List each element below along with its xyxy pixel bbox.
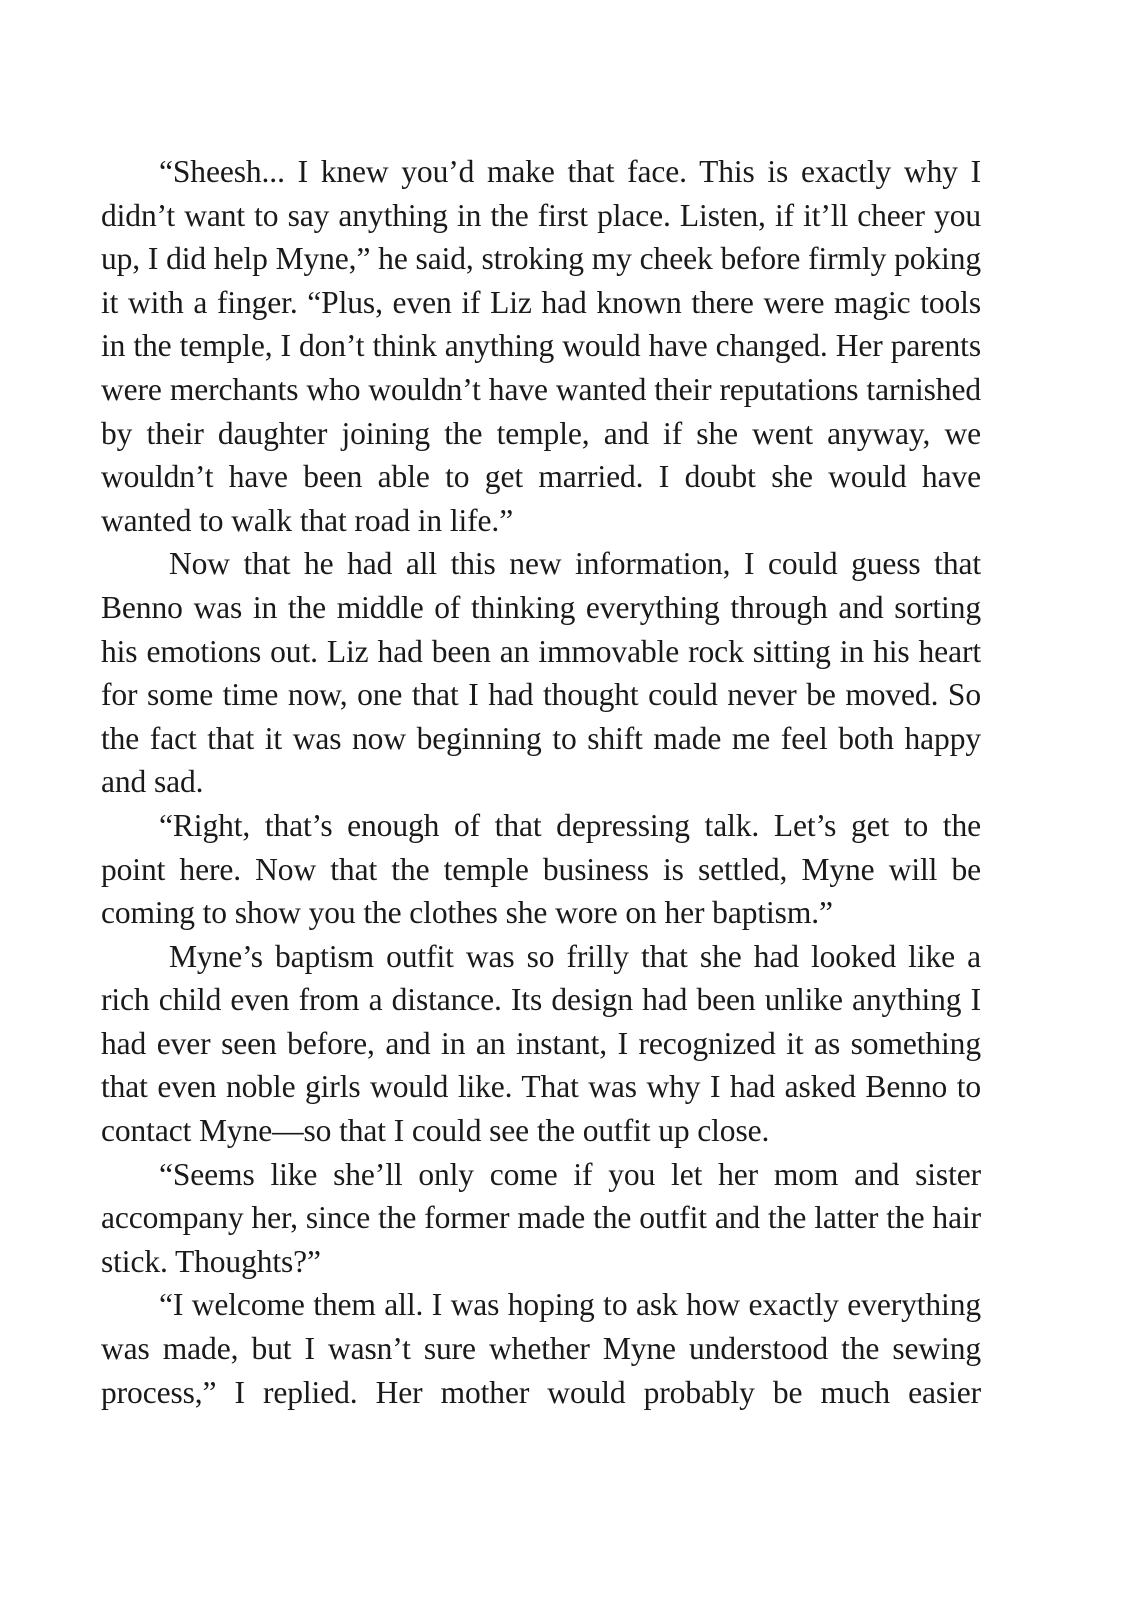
- paragraph-right-enough: “Right, that’s enough of that depressing talk. Let’s get to the point here. Now that the temple business is settled, Myne will be coming to show you the clothes she wore on her baptism.”: [101, 807, 981, 931]
- paragraph-seems-like: “Seems like she’ll only come if you let her mom and sister accompany her, since the former made the outfit and the latter the hair stick. Thoughts?”: [101, 1156, 981, 1279]
- paragraph-baptism-outfit: Myne’s baptism outfit was so frilly that she had looked like a rich child even from a distance. Its design had been unlike anything I had ever seen before, and in an instant, I recognized it as something that even noble girls would like. That was why I had asked Benno to contact Myne—so that I could see the outfit up close.: [101, 938, 981, 1149]
- paragraph-i-welcome: “I welcome them all. I was hoping to ask how exactly everything was made, but I wasn’t sure whether Myne understood the sewing process,” I replied. Her mother would probably be much easier: [101, 1287, 981, 1410]
- paragraph-benno-sheesh: “Sheesh... I knew you’d make that face. This is exactly why I didn’t want to say anything in the first place. Listen, if it’ll cheer you up, I did help Myne,” he said, stroking my cheek before firmly poking it with a finger. “Plus, even if Liz had known there were magic tools in the temple, I don’t think anything would have changed. Her parents were merchants who wouldn’t have wanted their reputations tarnished by their daughter joining the temple, and if she went anyway, we wouldn’t have been able to get married. I doubt she would have wanted to walk that road in life.”: [101, 154, 981, 538]
- paragraph-new-information: Now that he had all this new information, I could guess that Benno was in the middle of thinking everything through and sorting his emotions out. Liz had been an immovable rock sitting in his heart for some time now, one that I had thought could never be moved. So the fact that it was now beginning to shift made me feel both happy and sad.: [101, 546, 981, 800]
- body-text: [101, 150, 981, 1414]
